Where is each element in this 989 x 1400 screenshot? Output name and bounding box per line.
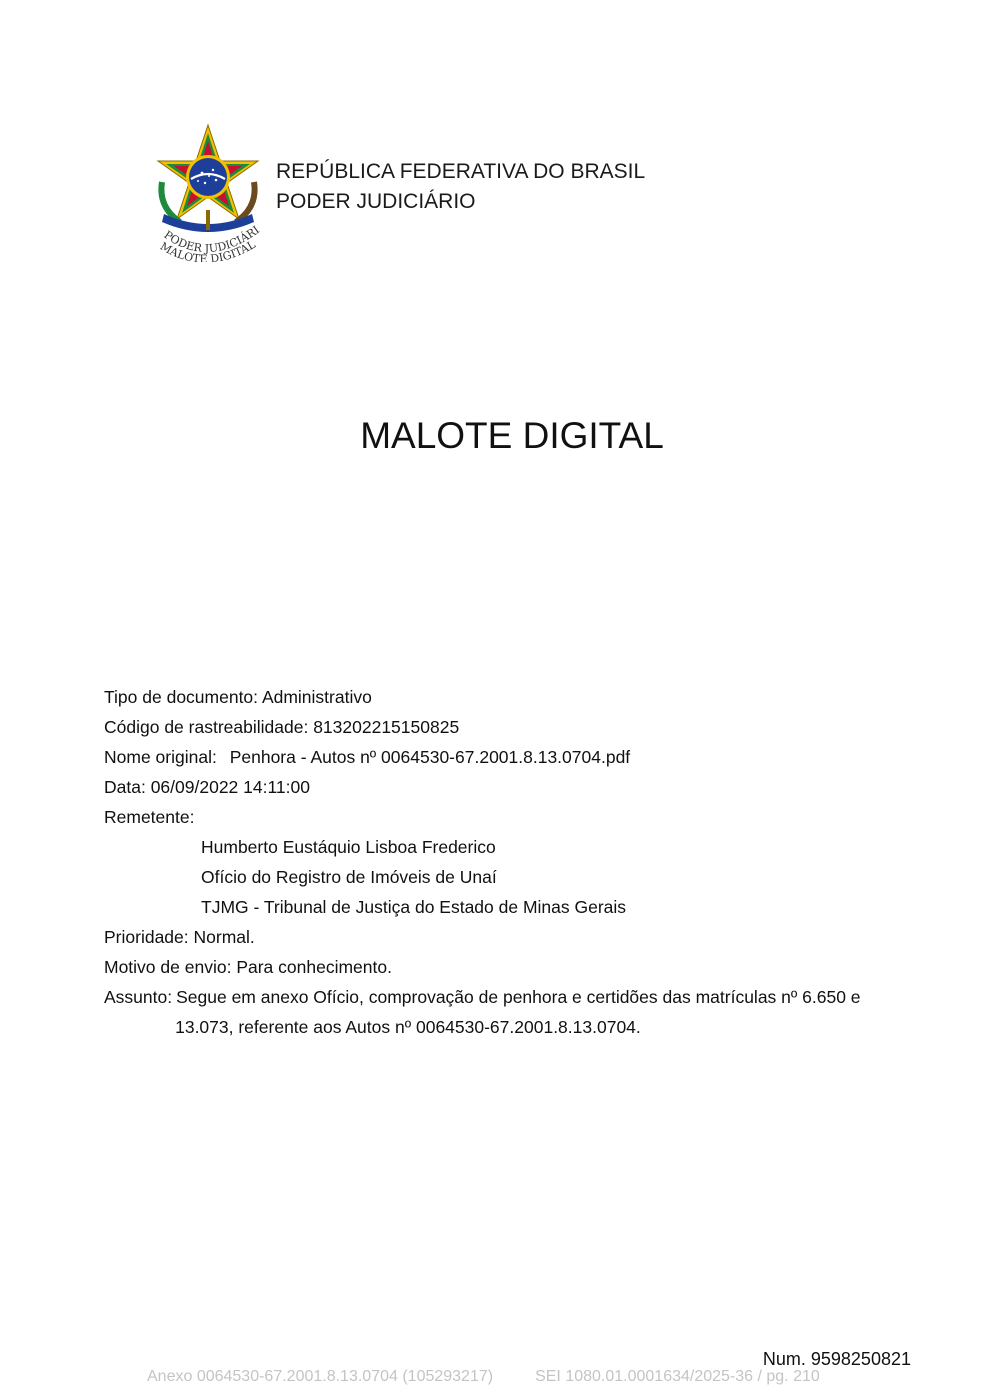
tipo-label: Tipo de documento:: [104, 687, 259, 707]
footer-sei: SEI 1080.01.0001634/2025-36 / pg. 210: [535, 1368, 820, 1385]
assunto-row: [104, 982, 904, 1042]
codigo-label: Código de rastreabilidade:: [104, 717, 309, 737]
document-metadata: [104, 682, 904, 1042]
footer-anexo: Anexo 0064530-67.2001.8.13.0704 (105293217): [147, 1368, 494, 1385]
remetente-name: Humberto Eustáquio Lisboa Frederico: [201, 837, 496, 857]
page-title: MALOTE DIGITAL: [360, 415, 664, 456]
motivo-label: Motivo de envio:: [104, 957, 232, 977]
remetente-row: [104, 802, 904, 832]
assunto-line-1: Segue em anexo Ofício, comprovação de penhora e certidões das matrículas nº 6.650 e: [176, 987, 861, 1007]
header-republica: REPÚBLICA FEDERATIVA DO BRASIL: [276, 160, 646, 183]
remetente-label: Remetente:: [104, 807, 195, 827]
assunto-value: [176, 982, 916, 1042]
nome-label: Nome original:: [104, 747, 217, 767]
header-poder-judiciario: PODER JUDICIÁRIO: [276, 190, 476, 213]
data-value: 06/09/2022 14:11:00: [150, 777, 310, 797]
nome-row: [104, 742, 904, 772]
motivo-value: Para conhecimento.: [236, 957, 392, 977]
svg-text:PODER JUDICIÁRIO: PODER JUDICIÁRI: [161, 223, 262, 256]
prioridade-label: Prioridade:: [104, 927, 189, 947]
prioridade-value: Normal.: [193, 927, 255, 947]
codigo-value: 813202215150825: [313, 717, 460, 737]
nome-value: Penhora - Autos nº 0064530-67.2001.8.13.0704.pdf: [229, 747, 631, 767]
document-number: Num. 9598250821: [762, 1349, 911, 1369]
codigo-row: [104, 712, 904, 742]
tipo-value: Administrativo: [261, 687, 372, 707]
coat-of-arms-brasil-icon: [150, 122, 270, 262]
prioridade-row: [104, 922, 904, 952]
remetente-court: TJMG - Tribunal de Justiça do Estado de Minas Gerais: [201, 897, 627, 917]
assunto-label: Assunto:: [104, 987, 173, 1007]
assunto-line-2: 13.073, referente aos Autos nº 0064530-67.2001.8.13.0704.: [175, 1017, 641, 1037]
tipo-row: [104, 682, 904, 712]
remetente-office: Ofício do Registro de Imóveis de Unaí: [201, 867, 497, 887]
page-footer: [147, 1368, 820, 1386]
data-label: Data:: [104, 777, 146, 797]
letterhead: [276, 157, 645, 217]
svg-text:MALOTE DIGITAL: MALOTE DIGITAL: [157, 237, 258, 262]
data-row: [104, 772, 904, 802]
motivo-row: [104, 952, 904, 982]
